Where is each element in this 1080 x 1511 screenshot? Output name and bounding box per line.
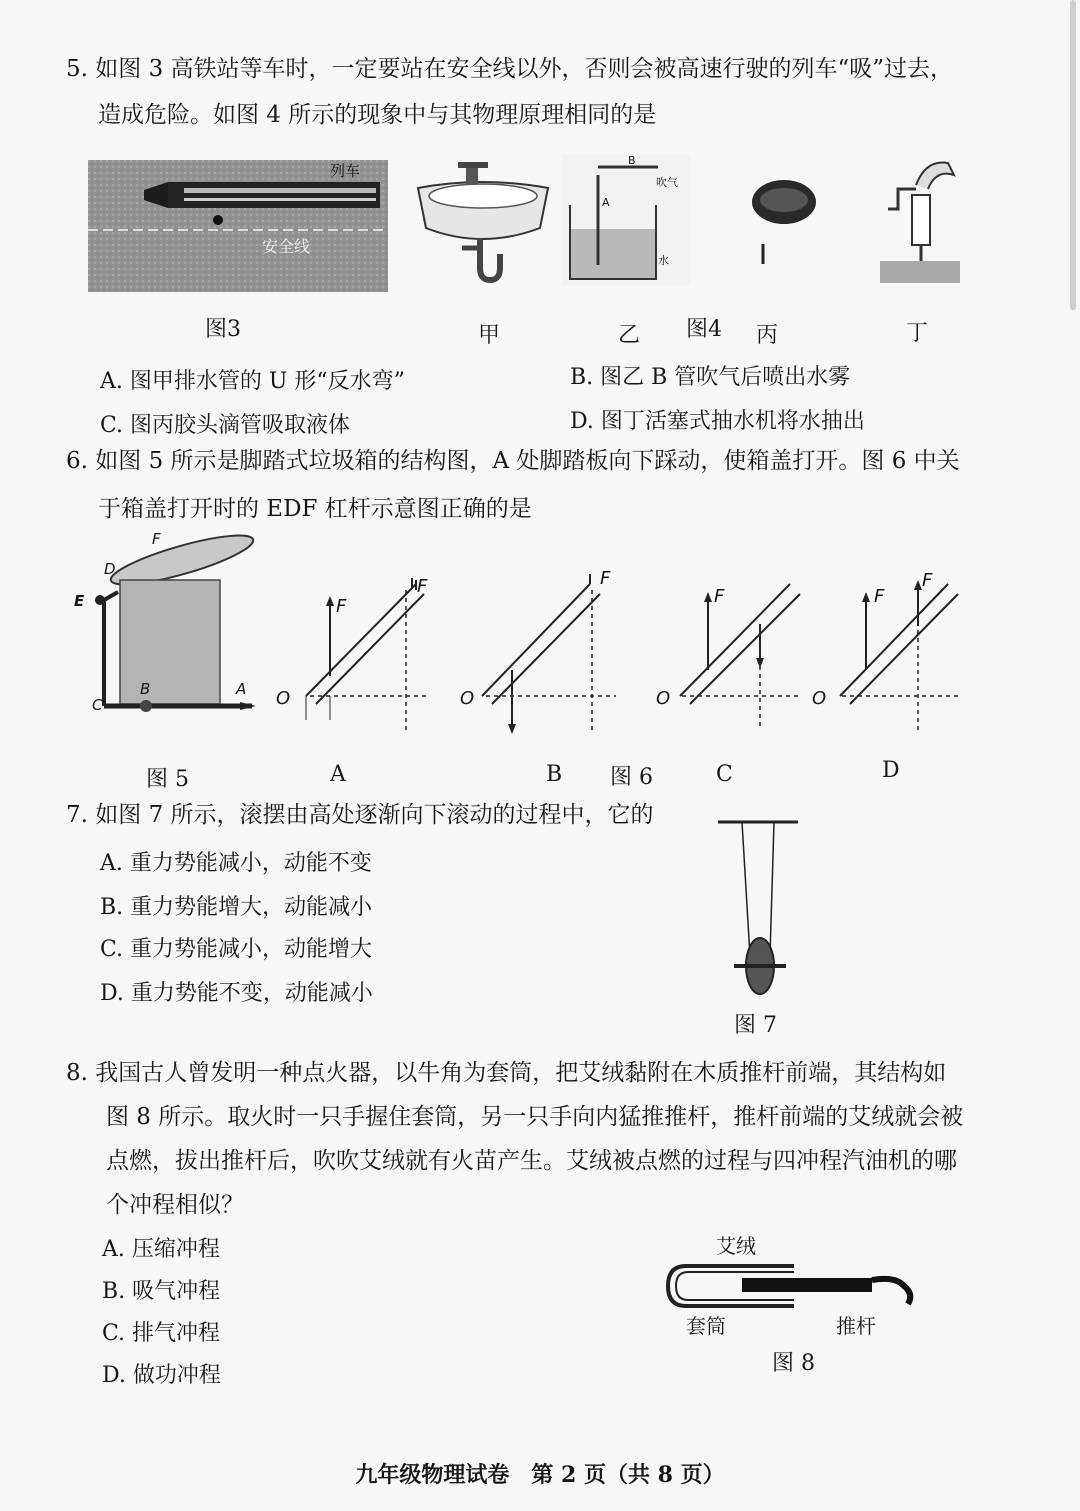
q7-option-b[interactable]: B. 重力势能增大，动能减小 [100,895,373,920]
yi-label-water: 水 [658,254,669,267]
lever-c-o: O [656,688,671,709]
q5-option-c[interactable]: C. 图丙胶头滴管吸取液体 [100,413,351,438]
piston-pump-icon [878,155,962,285]
lever-diagram-b [456,570,626,750]
yi-label-blow: 吹气 [656,176,678,189]
fire-piston-icon [664,1258,930,1314]
q5-line2: 造成危险。如图 4 所示的现象中与其物理原理相同的是 [98,102,657,128]
sub-jia: 甲 [478,323,501,348]
q8-option-d[interactable]: D. 做功冲程 [102,1363,221,1388]
lever-a-f1: F [417,576,428,597]
yi-label-a: A [602,196,610,209]
fig4-caption: 图4 [686,317,722,342]
q7-option-c[interactable]: C. 重力势能减小，动能增大 [100,937,373,962]
sub-bing: 丙 [756,323,779,348]
q6-line2: 于箱盖打开时的 EDF 杠杆示意图正确的是 [98,496,532,522]
fig5-label-b: B [140,680,151,698]
fig5-label-a: A [236,680,247,698]
lever-d-o: O [812,688,827,709]
fig5-label-d: D [104,560,116,578]
lever-d-f2: F [922,570,933,591]
q7-line1: 7. 如图 7 所示，滚摆由高处逐渐向下滚动的过程中，它的 [66,802,654,828]
fig5-caption: 图 5 [146,767,189,792]
lever-a-f: F [336,596,347,617]
q7-option-d[interactable]: D. 重力势能不变，动能减小 [100,981,373,1006]
q5-option-a[interactable]: A. 图甲排水管的 U 形“反水弯” [100,369,405,394]
q5-option-d[interactable]: D. 图丁活塞式抽水机将水抽出 [570,409,865,434]
fig3-train-label: 列车 [330,162,361,180]
lever-choice-c[interactable]: C [716,762,733,787]
lever-a-o: O [276,688,291,709]
q8-line4: 个冲程相似？ [106,1192,244,1218]
lever-diagram-d [812,570,982,750]
q8-line2: 图 8 所示。取火时一只手握住套筒，另一只手向内猛推推杆，推杆前端的艾绒就会被 [106,1104,964,1130]
maxwell-wheel-icon [714,816,804,1006]
sink-u-trap-icon [412,158,554,288]
lever-diagram-c [648,570,818,750]
lever-c-f1: F [714,586,725,607]
lever-choice-a[interactable]: A [330,762,346,787]
q8-line3: 点燃，拔出推杆后，吹吹艾绒就有火苗产生。艾绒被点燃的过程与四冲程汽油机的哪 [106,1148,957,1174]
q8-line1: 8. 我国古人曾发明一种点火器，以牛角为套筒，把艾绒黏附在木质推杆前端，其结构如 [66,1060,947,1086]
dropper-icon [748,172,820,272]
lever-diagram-a [270,570,440,750]
q7-option-a[interactable]: A. 重力势能减小，动能不变 [100,851,372,876]
label-airong: 艾绒 [716,1234,756,1258]
q5-option-b[interactable]: B. 图乙 B 管吹气后喷出水雾 [570,365,851,390]
lever-b-f1: F [600,568,611,589]
q6-line1: 6. 如图 5 所示是脚踏式垃圾箱的结构图，A 处脚踏板向下踩动，使箱盖打开。图 6 中关 [66,448,960,474]
lever-choice-d[interactable]: D [882,758,900,783]
lever-d-f1: F [874,586,885,607]
fig5-label-f: F [152,530,161,548]
sub-ding: 丁 [906,321,929,346]
fig3-safety-line-label: 安全线 [262,237,311,256]
fig7-caption: 图 7 [734,1013,777,1038]
q8-option-b[interactable]: B. 吸气冲程 [102,1279,221,1304]
fig3-caption: 图3 [205,317,241,342]
label-tuigan: 推杆 [836,1314,876,1338]
q8-option-c[interactable]: C. 排气冲程 [102,1321,221,1346]
lever-b-o: O [460,688,475,709]
q8-option-a[interactable]: A. 压缩冲程 [102,1237,220,1262]
fig8-caption: 图 8 [772,1351,815,1376]
fig6-caption: 图 6 [610,765,653,790]
fig5-label-e: E [74,592,85,610]
fig5-label-c: C [92,696,103,714]
yi-label-b: B [628,154,636,167]
sub-yi: 乙 [618,323,641,348]
lever-choice-b[interactable]: B [546,762,563,787]
q5-line1: 5. 如图 3 高铁站等车时，一定要站在安全线以外，否则会被高速行驶的列车“吸”过去， [66,56,954,82]
scrollbar[interactable] [1070,0,1076,310]
label-taotong: 套筒 [686,1314,726,1338]
page-footer: 九年级物理试卷 第 2 页（共 8 页） [355,1462,725,1488]
